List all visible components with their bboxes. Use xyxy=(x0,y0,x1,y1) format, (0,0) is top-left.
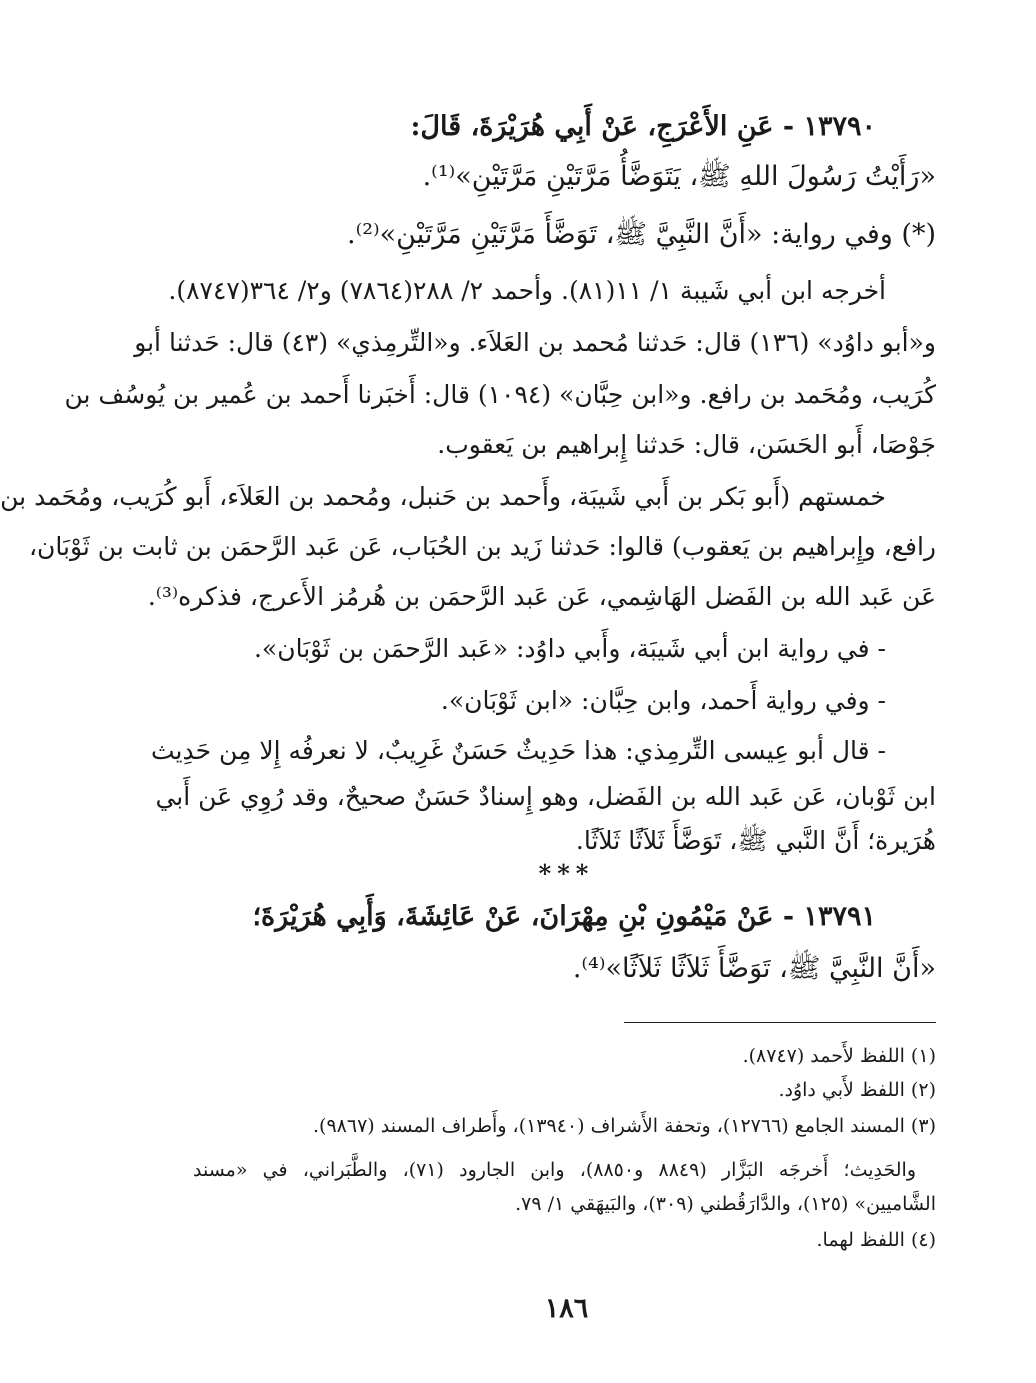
hadith-13790-text: «رَأَيْتُ رَسُولَ اللهِ ﷺ، يَتَوَضَّأُ مَرَّتَيْنِ مَرَّتَيْنِ»⁽¹⁾. xyxy=(422,161,936,192)
narration-note: - وفي رواية أَحمد، وابن حِبَّان: «ابن ثَوْبَان». xyxy=(440,686,886,715)
section-separator: *** xyxy=(538,859,595,888)
takhrij-line: رافع، وإِبراهيم بن يَعقوب) قالوا: حَدثنا زَيد بن الحُبَاب، عَن عَبد الرَّحمَن بن ثابت بن ثَوْبَان، xyxy=(28,532,936,561)
footnote: (٢) اللفظ لأَبي داوُد. xyxy=(778,1079,936,1101)
takhrij-line: كُرَيب، ومُحَمد بن رافع. و«ابن حِبَّان» (١٠٩٤) قال: أَخبَرنا أَحمد بن عُمير بن يُوسُف بن xyxy=(64,380,936,409)
hadith-13791-text: «أَنَّ النَّبِيَّ ﷺ، تَوَضَّأَ ثَلاَثًا ثَلاَثًا»⁽⁴⁾. xyxy=(572,953,936,984)
footnote: والحَدِيث؛ أَخرجَه البَزَّار (٨٨٤٩ و٨٨٥٠)، وابن الجارود (٧١)، والطَّبَراني، في «مسند xyxy=(193,1159,916,1181)
footnote: (٤) اللفظ لهما. xyxy=(816,1229,936,1251)
hadith-13790-heading: ١٣٧٩٠ - عَنِ الأَعْرَجِ، عَنْ أَبِي هُرَيْرَةَ، قَالَ: xyxy=(410,111,876,142)
narration-note: - في رواية ابن أبي شَيبَة، وأَبي داوُد: «عَبد الرَّحمَن بن ثَوْبَان». xyxy=(253,634,886,663)
page-number: ١٨٦ xyxy=(544,1293,589,1324)
footnote-divider xyxy=(624,1022,936,1023)
footnote: الشَّاميين» (١٢٥)، والدَّارَقُطني (٣٠٩)، والبَيهَقي ١/ ٧٩. xyxy=(515,1193,936,1215)
tirmidhi-comment: ابن ثَوْبان، عَن عَبد الله بن الفَضل، وهو إِسنادٌ حَسَنٌ صحيحٌ، وقد رُوِي عَن أَبي xyxy=(155,782,936,811)
takhrij-line: خمستهم (أَبو بَكر بن أَبي شَيبَة، وأَحمد بن حَنبل، ومُحمد بن العَلاَء، أَبو كُرَيب، ومُحَمد بن xyxy=(0,482,886,511)
takhrij-line: عَن عَبد الله بن الفَضل الهَاشِمي، عَن عَبد الرَّحمَن بن هُرمُز الأَعرج، فذكره⁽³⁾. xyxy=(147,582,936,611)
tirmidhi-comment: هُرَيرة؛ أَنَّ النَّبي ﷺ، تَوَضَّأَ ثَلاَثًا ثَلاَثًا. xyxy=(575,826,936,855)
hadith-13790-variant: (*) وفي رواية: «أَنَّ النَّبِيَّ ﷺ، تَوَضَّأَ مَرَّتَيْنِ مَرَّتَيْنِ»⁽²⁾. xyxy=(346,219,936,250)
footnote: (١) اللفظ لأَحمد (٨٧٤٧). xyxy=(742,1045,936,1067)
tirmidhi-comment: - قال أبو عِيسى التِّرمِذي: هذا حَدِيثٌ حَسَنٌ غَرِيبٌ، لا نعرفُه إِلا مِن حَدِيث xyxy=(150,736,886,765)
takhrij-line: جَوْصَا، أَبو الحَسَن، قال: حَدثنا إِبراهيم بن يَعقوب. xyxy=(437,430,936,459)
takhrij-line: و«أبو داوُد» (١٣٦) قال: حَدثنا مُحمد بن العَلاَء. و«التِّرمِذي» (٤٣) قال: حَدثنا أبو xyxy=(134,328,936,357)
hadith-13791-heading: ١٣٧٩١ - عَنْ مَيْمُونِ بْنِ مِهْرَانَ، عَنْ عَائِشَةَ، وَأَبِي هُرَيْرَةَ؛ xyxy=(252,901,876,932)
takhrij-line: أخرجه ابن أبي شَيبة ١/ ١١(٨١). وأحمد ٢/ ٢٨٨(٧٨٦٤) و٢/ ٣٦٤(٨٧٤٧). xyxy=(168,276,886,305)
footnote: (٣) المسند الجامع (١٢٧٦٦)، وتحفة الأَشراف (١٣٩٤٠)، وأَطراف المسند (٩٨٦٧). xyxy=(313,1115,936,1137)
